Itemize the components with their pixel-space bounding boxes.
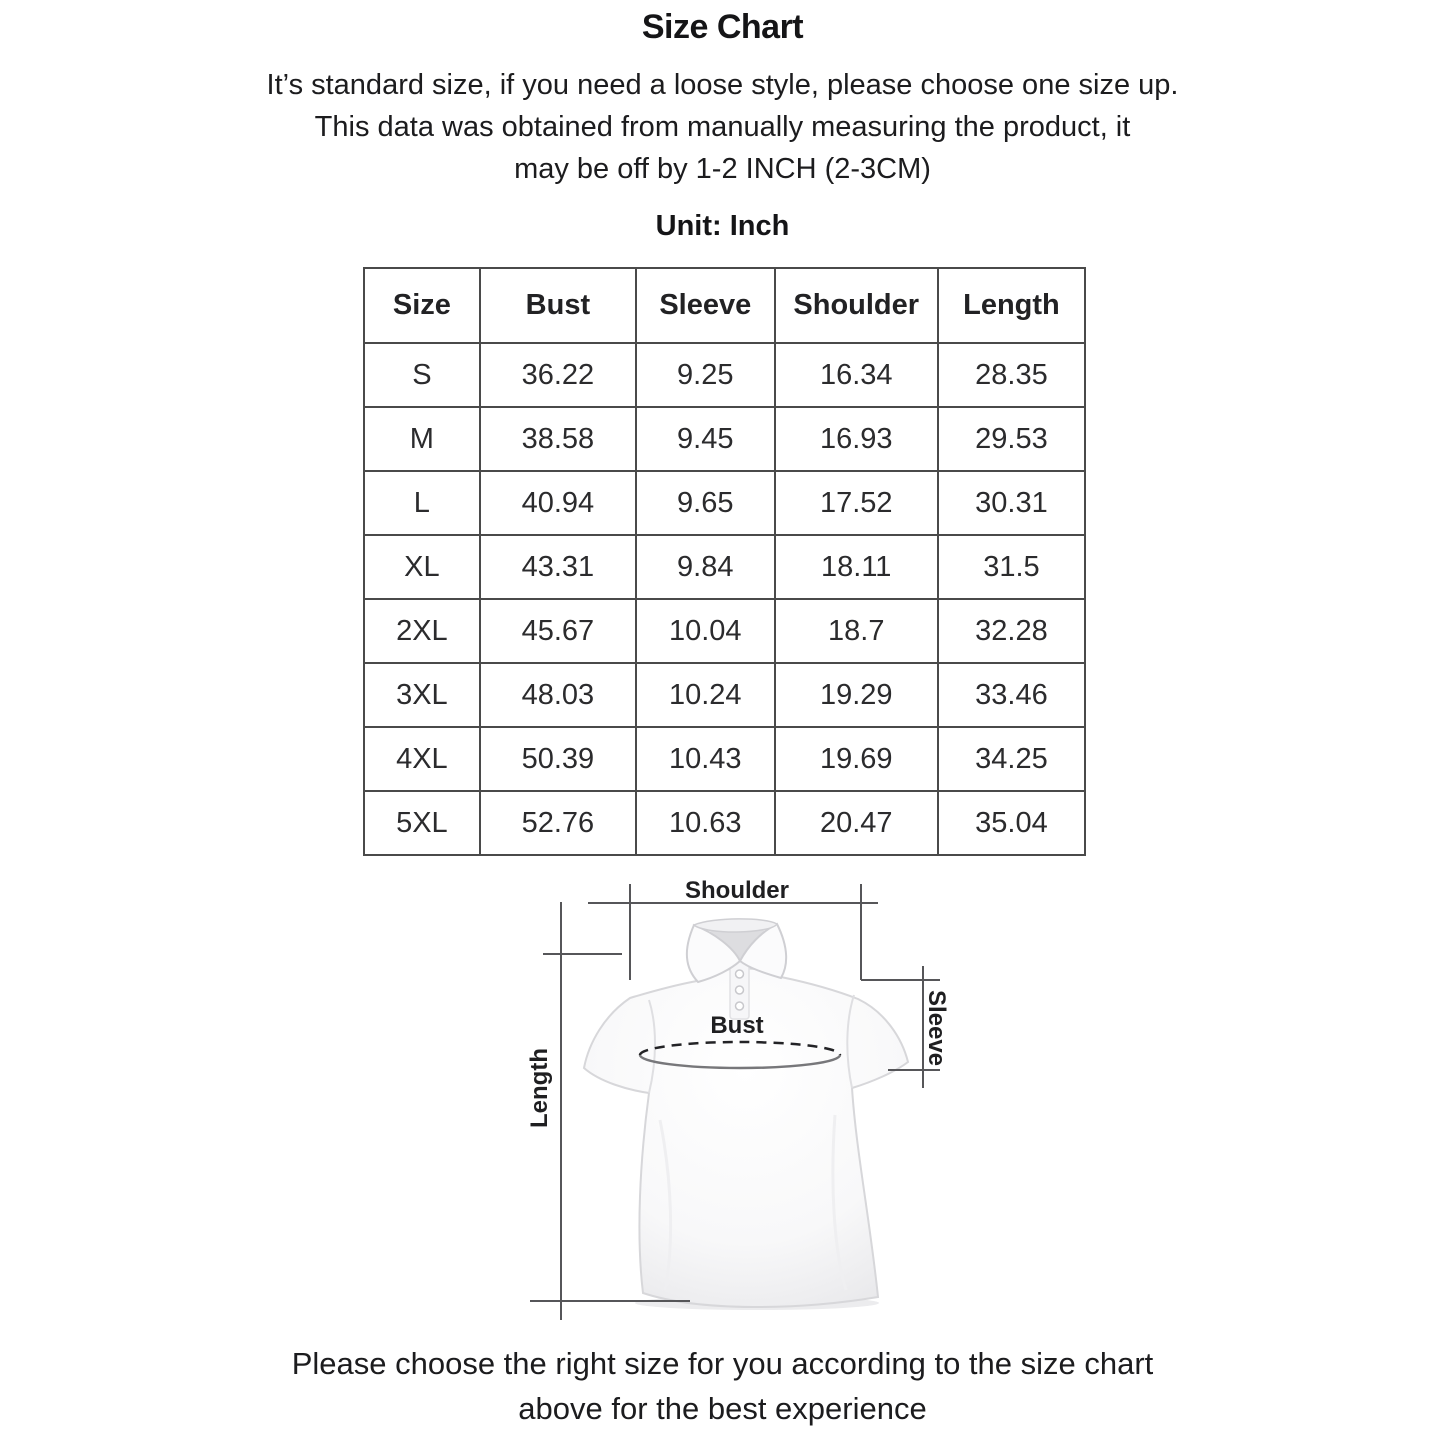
length-cell: 32.28 xyxy=(938,599,1085,663)
table-row-xl xyxy=(364,535,1085,599)
column-header-size: Size xyxy=(364,268,480,343)
bust-cell: 50.39 xyxy=(480,727,636,791)
length-cell: 28.35 xyxy=(938,343,1085,407)
shoulder-cell: 16.34 xyxy=(775,343,938,407)
sleeve-cell: 10.24 xyxy=(636,663,775,727)
table-row-4xl xyxy=(364,727,1085,791)
bust-cell: 36.22 xyxy=(480,343,636,407)
bust-cell: 45.67 xyxy=(480,599,636,663)
bust-cell: 40.94 xyxy=(480,471,636,535)
shoulder-cell: 17.52 xyxy=(775,471,938,535)
size-cell: 3XL xyxy=(364,663,480,727)
footer-note xyxy=(0,1341,1445,1431)
size-cell: XL xyxy=(364,535,480,599)
bust-cell: 52.76 xyxy=(480,791,636,855)
column-header-length: Length xyxy=(938,268,1085,343)
column-header-sleeve: Sleeve xyxy=(636,268,775,343)
size-cell: M xyxy=(364,407,480,471)
sleeve-cell: 9.65 xyxy=(636,471,775,535)
size-note xyxy=(0,64,1445,190)
shoulder-cell: 19.69 xyxy=(775,727,938,791)
table-row-5xl xyxy=(364,791,1085,855)
button-placket xyxy=(730,961,749,1019)
sleeve-cell: 10.04 xyxy=(636,599,775,663)
size-note-line-3: may be off by 1-2 INCH (2-3CM) xyxy=(514,153,931,185)
unit-label: Unit: Inch xyxy=(655,210,790,242)
bust-cell: 38.58 xyxy=(480,407,636,471)
size-cell: 5XL xyxy=(364,791,480,855)
table-row-l xyxy=(364,471,1085,535)
length-cell: 29.53 xyxy=(938,407,1085,471)
table-row-2xl xyxy=(364,599,1085,663)
sleeve-label: Sleeve xyxy=(923,989,950,1067)
sleeve-cell: 10.63 xyxy=(636,791,775,855)
bust-cell: 43.31 xyxy=(480,535,636,599)
shirt-graphic xyxy=(584,919,908,1310)
size-cell: 2XL xyxy=(364,599,480,663)
table-header-row xyxy=(364,268,1085,343)
sleeve-cell: 9.45 xyxy=(636,407,775,471)
column-header-shoulder: Shoulder xyxy=(775,268,938,343)
length-cell: 35.04 xyxy=(938,791,1085,855)
table-row-s xyxy=(364,343,1085,407)
polo-shirt-illustration xyxy=(500,860,1000,1330)
size-cell: L xyxy=(364,471,480,535)
shoulder-cell: 16.93 xyxy=(775,407,938,471)
length-cell: 30.31 xyxy=(938,471,1085,535)
length-label: Length xyxy=(526,1048,553,1128)
footer-line-1: Please choose the right size for you according to the size chart xyxy=(291,1346,1154,1381)
table-row-3xl xyxy=(364,663,1085,727)
shoulder-label: Shoulder xyxy=(684,877,789,904)
shoulder-cell: 18.11 xyxy=(775,535,938,599)
length-cell: 33.46 xyxy=(938,663,1085,727)
length-cell: 31.5 xyxy=(938,535,1085,599)
table-row-m xyxy=(364,407,1085,471)
shoulder-cell: 19.29 xyxy=(775,663,938,727)
size-note-line-2: This data was obtained from manually measuring the product, it xyxy=(314,111,1131,143)
shoulder-cell: 20.47 xyxy=(775,791,938,855)
size-note-line-1: It’s standard size, if you need a loose style, please choose one size up. xyxy=(266,69,1179,101)
sleeve-cell: 9.25 xyxy=(636,343,775,407)
column-header-bust: Bust xyxy=(480,268,636,343)
size-table xyxy=(363,267,1086,856)
bust-cell: 48.03 xyxy=(480,663,636,727)
sleeve-cell: 9.84 xyxy=(636,535,775,599)
size-cell: 4XL xyxy=(364,727,480,791)
footer-line-2: above for the best experience xyxy=(518,1391,927,1426)
page-title: Size Chart xyxy=(641,8,804,46)
length-cell: 34.25 xyxy=(938,727,1085,791)
size-cell: S xyxy=(364,343,480,407)
sleeve-cell: 10.43 xyxy=(636,727,775,791)
bust-label: Bust xyxy=(710,1012,764,1039)
shoulder-cell: 18.7 xyxy=(775,599,938,663)
